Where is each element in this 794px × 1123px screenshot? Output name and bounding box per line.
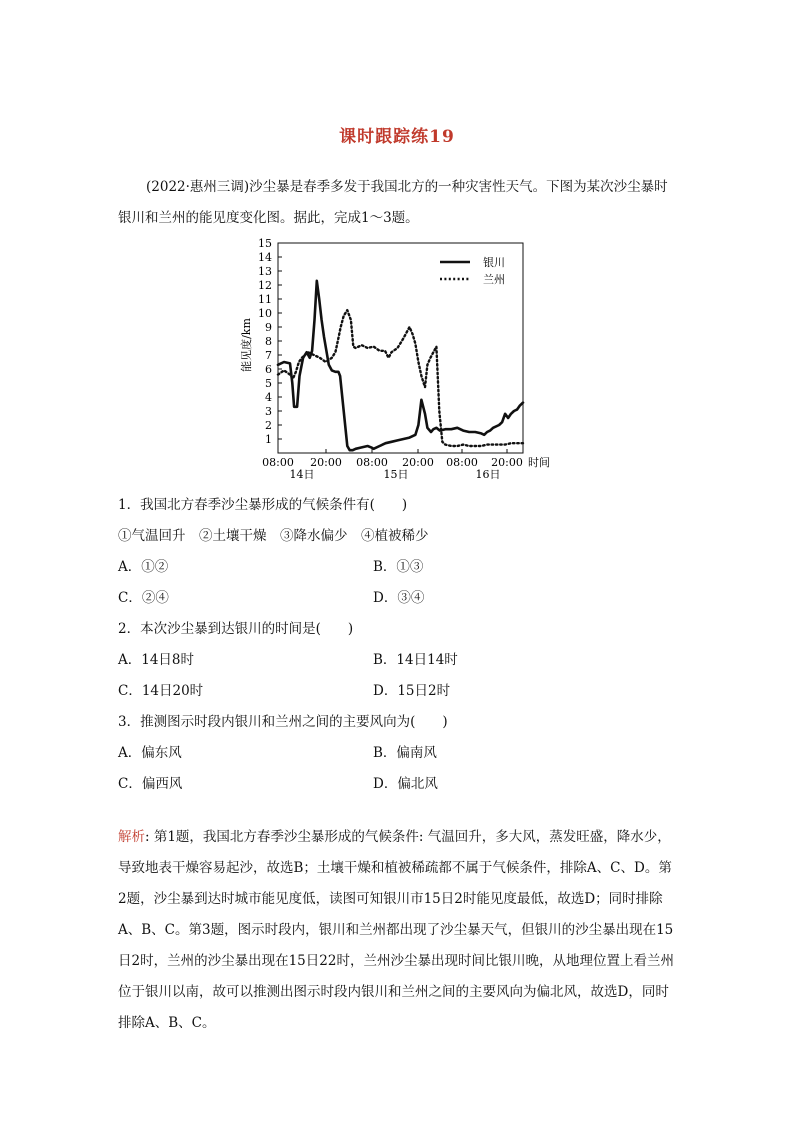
question-2-stem: 2．本次沙尘暴到达银川的时间是( ) xyxy=(118,621,354,637)
y-tick-label: 10 xyxy=(258,307,272,320)
question-2-option-b[interactable]: B．14日14时 xyxy=(373,652,458,668)
series-line-yinchuan xyxy=(278,281,523,450)
x-tick-label: 08:00 xyxy=(356,456,388,469)
legend-label-yinchuan: 银川 xyxy=(483,256,505,269)
question-1-option-b[interactable]: B．①③ xyxy=(373,559,424,575)
y-tick-label: 4 xyxy=(265,391,272,404)
question-1-option-c[interactable]: C．②④ xyxy=(118,590,169,606)
y-tick-label: 11 xyxy=(258,293,272,306)
question-2-option-a[interactable]: A．14日8时 xyxy=(118,652,195,668)
y-tick-label: 3 xyxy=(265,405,272,418)
y-tick-label: 8 xyxy=(265,335,272,348)
y-tick-label: 6 xyxy=(265,363,272,376)
y-tick-label: 9 xyxy=(265,321,272,334)
x-axis-label: 时间 xyxy=(528,456,550,469)
question-2-option-d[interactable]: D．15日2时 xyxy=(373,683,451,699)
question-1-stem: 1．我国北方春季沙尘暴形成的气候条件有( ) xyxy=(118,497,408,513)
question-2-option-c[interactable]: C．14日20时 xyxy=(118,683,204,699)
question-1-option-d[interactable]: D．③④ xyxy=(373,590,425,606)
x-tick-label: 20:00 xyxy=(491,456,523,469)
y-tick-label: 7 xyxy=(265,349,272,362)
question-3-stem: 3．推测图示时段内银川和兰州之间的主要风向为( ) xyxy=(118,714,448,730)
legend-label-lanzhou: 兰州 xyxy=(483,273,505,286)
question-3-option-c[interactable]: C．偏西风 xyxy=(118,776,183,792)
analysis-label: 解析 xyxy=(118,829,145,845)
y-axis-label: 能见度/km xyxy=(240,318,253,372)
question-3-option-a[interactable]: A．偏东风 xyxy=(118,745,182,761)
day-label: 14日 xyxy=(289,468,315,481)
day-label: 15日 xyxy=(383,468,409,481)
page-title: 课时跟踪练19 xyxy=(339,127,455,147)
x-tick-label: 08:00 xyxy=(262,456,294,469)
question-1-statements: ①气温回升 ②土壤干燥 ③降水偏少 ④植被稀少 xyxy=(118,528,429,544)
x-tick-label: 08:00 xyxy=(446,456,478,469)
y-tick-label: 13 xyxy=(258,265,272,278)
x-tick-label: 20:00 xyxy=(402,456,434,469)
y-tick-label: 2 xyxy=(265,419,272,432)
question-1-option-a[interactable]: A．①② xyxy=(118,559,169,575)
y-tick-label: 15 xyxy=(258,237,272,250)
question-3-option-b[interactable]: B．偏南风 xyxy=(373,745,437,761)
analysis-paragraph xyxy=(118,822,678,1039)
x-tick-label: 20:00 xyxy=(310,456,342,469)
y-tick-label: 1 xyxy=(265,433,272,446)
question-3-option-d[interactable]: D．偏北风 xyxy=(373,776,438,792)
y-tick-label: 14 xyxy=(258,251,272,264)
analysis-text: : 第1题，我国北方春季沙尘暴形成的气候条件: 气温回升，多大风，蒸发旺盛，降水少，导致地表干燥容易起沙，故选B；土壤干燥和植被稀疏都不属于气候条件，排除A、C、D。第2题，沙尘暴到达时城市能见度低，读图可知银川市15日2时能见度最低，故选D；同时排除A、B、C。第3题，图示时段内，银川和兰州都出现了沙尘暴天气，但银川的沙尘暴出现在15日2时，兰州的沙尘暴出现在15日22时，兰州沙尘暴出现时间比银川晚，从地理位置上看兰州位于银川以南，故可以推测出图示时段内银川和兰州之间的主要风向为偏北风，故选D，同时排除A、B、C。 xyxy=(118,829,674,1031)
y-tick-label: 5 xyxy=(265,377,272,390)
day-label: 16日 xyxy=(475,468,501,481)
intro-paragraph: (2022·惠州三调)沙尘暴是春季多发于我国北方的一种灾害性天气。下图为某次沙尘暴时银川和兰州的能见度变化图。据此，完成1～3题。 xyxy=(118,179,668,226)
y-tick-label: 12 xyxy=(258,279,272,292)
